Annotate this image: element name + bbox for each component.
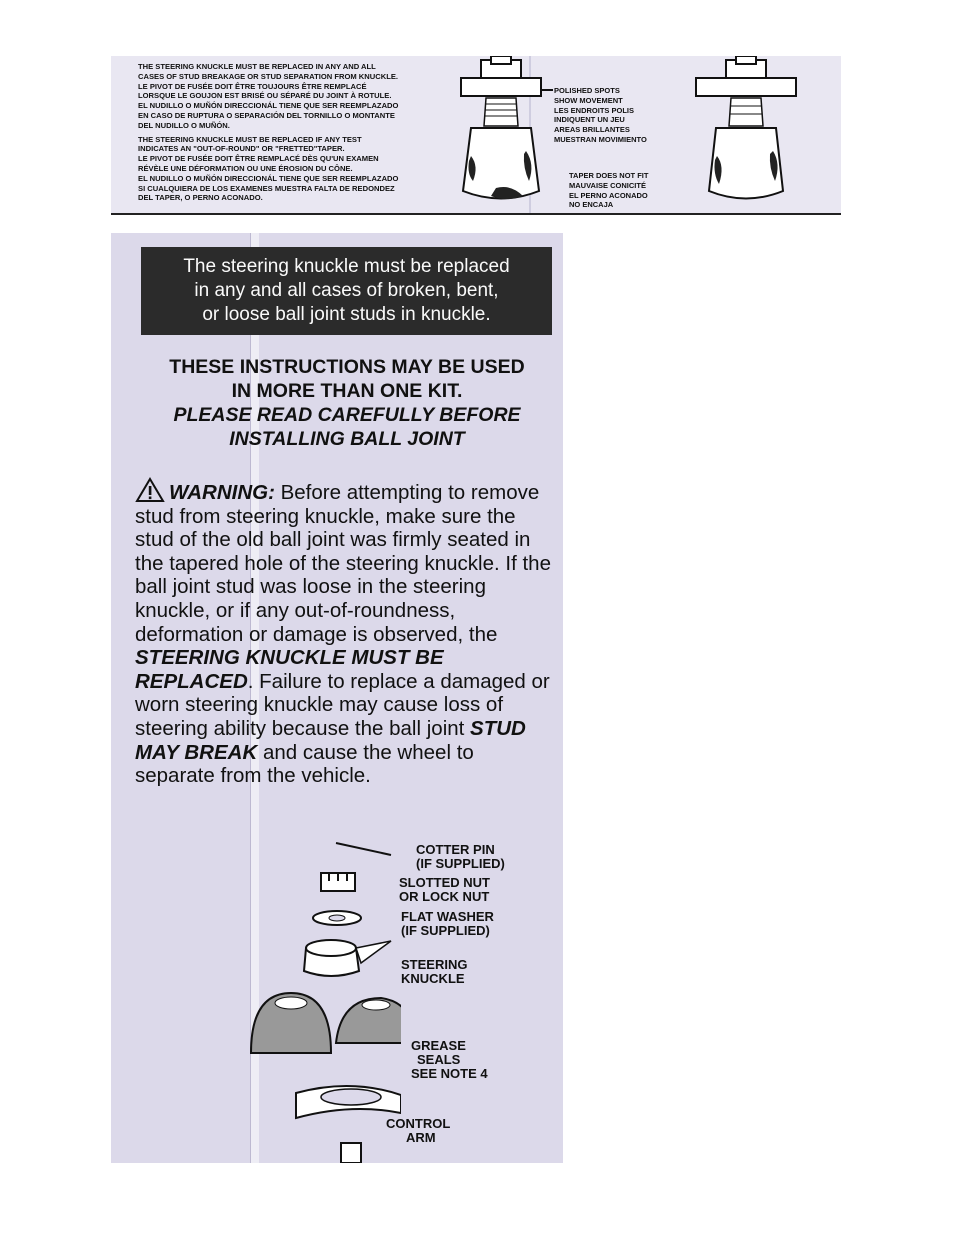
warning-text: and cause the wheel to separate from the vehicle.	[135, 740, 474, 788]
leader-line	[541, 89, 553, 91]
replacement-banner	[141, 247, 552, 335]
label-taper-not-fit: TAPER DOES NOT FIT MAUVAISE CONICITÉ EL PERNO ACONADO NO ENCAJA	[569, 171, 649, 210]
warning-label: WARNING:	[169, 481, 275, 504]
warning-triangle-icon	[135, 477, 165, 503]
warning-paragraph	[135, 477, 555, 788]
warning-emphasis: STEERING KNUCKLE MUST BE REPLACED	[135, 646, 444, 693]
parts-diagram	[241, 833, 561, 1163]
top-paragraph-1: THE STEERING KNUCKLE MUST BE REPLACED IN ANY AND ALL CASES OF STUD BREAKAGE OR STUD SEPARATION FROM KNUCKLE. LE PIVOT DE FUSÉE DOIT ÊTRE TOUJOURS ÊTRE REMPLACÉ LORSQUE LE GOUJON EST BRISÉ OU SÉPARÉ DU JOINT À ROTULE. EL NUDILLO O MUÑÓN DIRECCIONÁL TIENE QUE SER REEMPLAZADO EN CASO DE RUPTURA O SEPARACIÓN DEL TORNILLO O MONTANTE DEL NUDILLO O MUÑÓN.	[138, 62, 399, 130]
instruction-card	[111, 233, 563, 1163]
banner-line: in any and all cases of broken, bent,	[194, 280, 499, 301]
heading-line: INSTALLING BALL JOINT	[229, 428, 465, 450]
heading-line: IN MORE THAN ONE KIT.	[231, 380, 463, 402]
label-polished-spots: POLISHED SPOTS SHOW MOVEMENT LES ENDROITS POLIS INDIQUENT UN JEU AREAS BRILLANTES MUESTRAN MOVIMIENTO	[554, 86, 647, 144]
ball-joint-polished-illustration	[451, 56, 551, 211]
warning-text: . Failure to replace a damaged or worn steering knuckle may cause loss of steering ability because the ball joint	[135, 669, 550, 740]
heading-line: PLEASE READ CAREFULLY BEFORE	[173, 404, 521, 426]
top-paragraph-2: THE STEERING KNUCKLE MUST BE REPLACED IF ANY TEST INDICATES AN "OUT-OF-ROUND" OR "FRETTED"TAPER. LE PIVOT DE FUSÉE DOIT ÊTRE REMPLACÉ DÈS QU'UN EXAMEN RÉVÈLE UNE DÉFORMATION OU UNE ÉROSION DU CÔNE. EL NUDILLO O MUÑÓN DIRECCIONÁL TIENE QUE SER REEMPLAZADO SI CUALQUIERA DE LOS EXAMENES MUESTRA FALTA DE REDONDEZ DEL TAPER, O PERNO ACONADO.	[138, 134, 399, 203]
divider-line	[111, 213, 841, 215]
banner-line: or loose ball joint studs in knuckle.	[202, 304, 491, 325]
banner-line: The steering knuckle must be replaced	[183, 256, 510, 277]
label-grease-seals: GREASE SEALS SEE NOTE 4	[411, 1038, 488, 1081]
label-flat-washer: FLAT WASHER (IF SUPPLIED)	[401, 909, 494, 938]
top-instruction-strip	[111, 56, 841, 215]
ball-joint-taper-illustration	[691, 56, 801, 211]
label-steering-knuckle: STEERING KNUCKLE	[401, 957, 468, 986]
label-cotter-pin: COTTER PIN (IF SUPPLIED)	[416, 842, 505, 871]
kit-instructions-heading	[137, 355, 557, 451]
heading-line: THESE INSTRUCTIONS MAY BE USED	[169, 356, 525, 378]
label-control-arm: CONTROL ARM	[386, 1116, 451, 1145]
label-slotted-nut: SLOTTED NUT OR LOCK NUT	[399, 875, 490, 904]
warning-text: Before attempting to remove stud from steering knuckle, make sure the stud of the old ball joint was firmly seated in the tapered hole of the steering knuckle. If the ball joint stud was loose in the steering knuckle, or if any out-of-roundness, deformation or damage is observed, the	[135, 481, 551, 646]
parts-illustration	[241, 833, 401, 1163]
warning-emphasis: STUD MAY BREAK	[135, 716, 526, 764]
top-warning-text	[138, 62, 468, 207]
